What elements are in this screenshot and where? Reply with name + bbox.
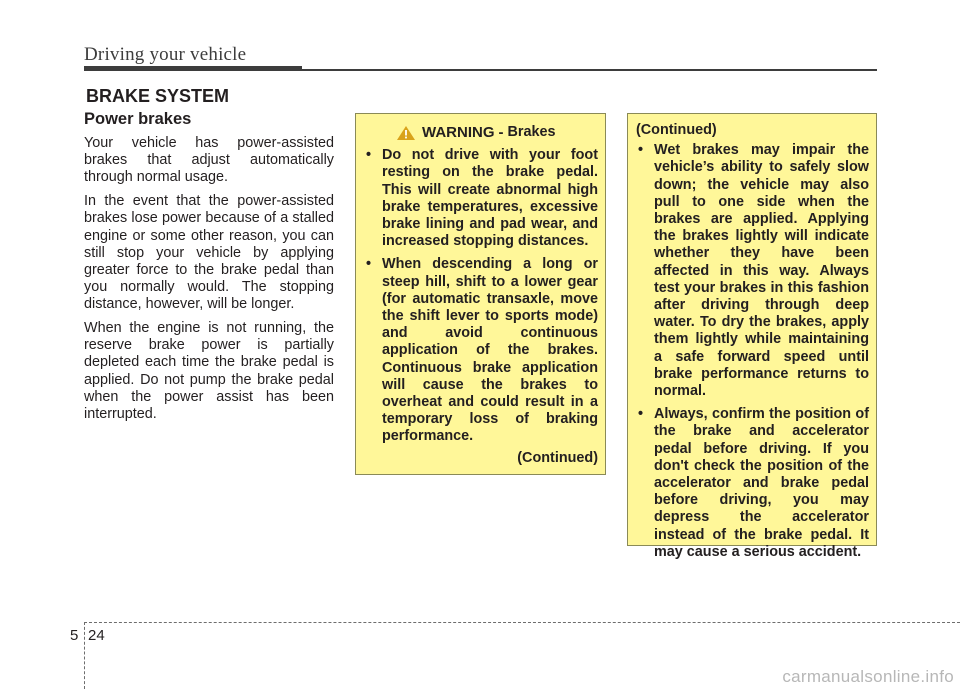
header-rule-thick [84,66,302,71]
warning-bullet-list [636,142,869,561]
running-header: Driving your vehicle [84,44,247,65]
warning-header [364,124,598,141]
subsection-title: Power brakes [84,110,192,128]
continued-label: (Continued) [517,449,598,466]
body-paragraph: Your vehicle has power-assisted brakes that adjust automatically through normal usage. [84,135,334,186]
warning-bullet-item: • When descending a long or steep hill, shift to a lower gear (for automatic transaxle, move the shift lever to sports mode) and avoid continuous application of the brakes. Continuous brake application will cause the brakes to overheat and could result in a temporary loss of braking performance. [366,256,598,445]
section-title: BRAKE SYSTEM [86,86,230,106]
body-text-column [84,135,334,430]
body-paragraph: When the engine is not running, the reserve brake power is partially depleted each time the brake pedal is applied. Do not pump the brake pedal when the power assist has been interrupted. [84,320,334,423]
footer-rule [84,622,960,623]
watermark: carmanualsonline.info [782,667,954,686]
header-rule-thin [302,69,877,71]
page-number: 24 [88,627,105,644]
warning-subject: Brakes [507,124,556,140]
chapter-number: 5 [70,627,79,644]
warning-separator: - [498,124,504,141]
warning-triangle-icon [396,125,416,141]
warning-bullet-item: • Do not drive with your foot resting on the brake pedal. This will create abnormal high brake temperatures, excessive brake lining and pad wear, and increased stopping distances. [366,147,598,250]
warning-bullet-list [364,147,598,445]
warning-label: WARNING [422,124,495,141]
footer-divider [84,622,85,689]
warning-box-continued [627,113,877,560]
warning-box-brakes [355,113,606,475]
body-paragraph: In the event that the power-assisted brakes lose power because of a stalled engine or some other reason, you can still stop your vehicle by applying greater force to the brake pedal than you normally would. The stopping distance, however, will be longer. [84,193,334,313]
continued-label: (Continued) [636,122,717,138]
warning-bullet-item: • Wet brakes may impair the vehicle’s ability to safely slow down; the vehicle may also pull to one side when the brakes are applied. Applying the brakes lightly will indicate whether they have been affected in this way. Always test your brakes in this fashion after driving through deep water. To dry the brakes, apply them lightly while maintaining a safe forward speed until brake performance returns to normal. [638,142,869,400]
warning-bullet-item: • Always, confirm the position of the brake and accelerator pedal before driving. If you don't check the position of the accelerator and brake pedal before driving, you may depress the accelerator instead of the brake pedal. It may cause a serious accident. [638,406,869,560]
